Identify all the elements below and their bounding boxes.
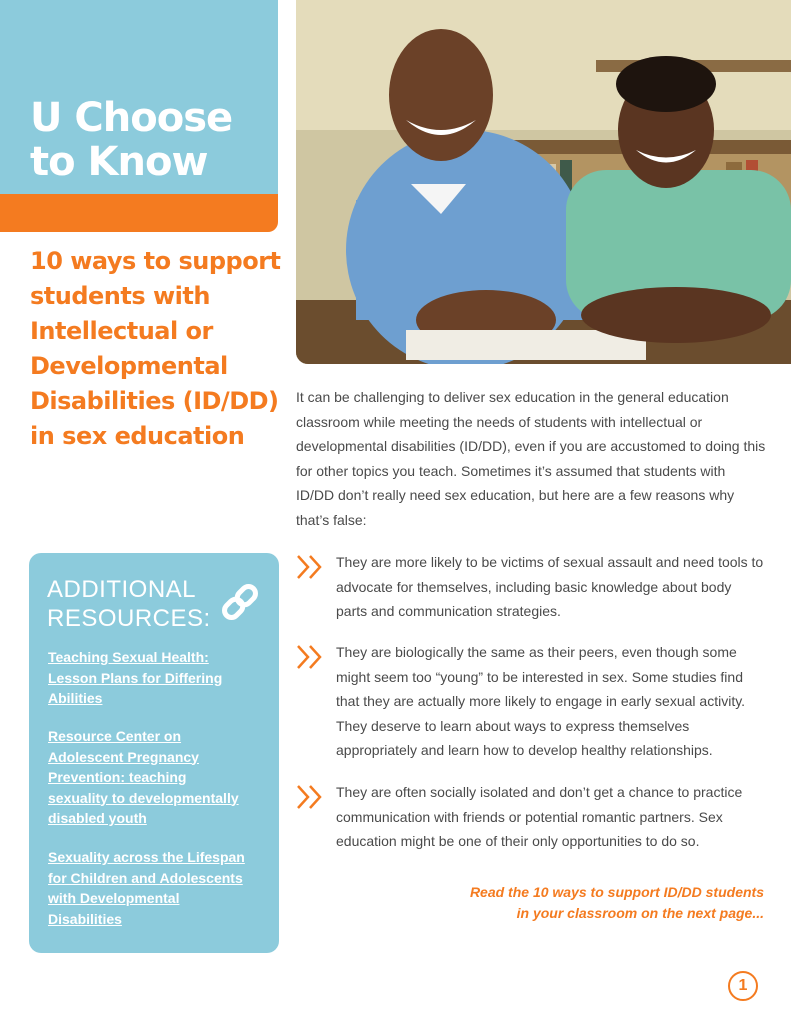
next-page-callout	[400, 882, 764, 924]
title-panel	[0, 0, 278, 194]
resources-heading-line-1: ADDITIONAL	[47, 576, 197, 603]
resources-heading	[47, 575, 217, 633]
reason-text: They are biologically the same as their peers, even though some might seem too “young” to be interested in sex. Some studies find that they are actually more likely to engage in early sexual activity. They deserve to learn about ways to express themselves appropriately and learn how to develop healthy relationships.	[336, 644, 746, 758]
link-line: Abilities	[48, 690, 103, 706]
link-line: Lesson Plans for Differing	[48, 669, 223, 686]
intro-paragraph: It can be challenging to deliver sex education in the general education classroom while meeting the needs of students with intellectual or developmental disabilities (ID/DD), even if you are accustomed to doing this for other topics you teach. Sometimes it’s assumed that students with ID/DD don’t really need sex education, but here are a few reasons why that’s false:	[296, 389, 766, 528]
link-line: for Children and Adolescents	[48, 869, 243, 886]
subtitle-line-1: 10 ways to support	[30, 247, 281, 275]
hero-photo	[296, 0, 791, 364]
page-subtitle	[30, 244, 280, 454]
link-line: Sexuality across the Lifespan	[48, 849, 245, 865]
additional-resources-panel	[29, 553, 279, 953]
subtitle-line-2: students with	[30, 282, 210, 310]
reason-text: They are more likely to be victims of sexual assault and need tools to advocate for themselves, including basic knowledge about body parts and communication strategies.	[336, 554, 764, 619]
link-line: Adolescent Pregnancy	[48, 748, 199, 765]
subtitle-line-5: Disabilities (ID/DD)	[30, 387, 279, 415]
title-line-2: to Know	[30, 139, 208, 185]
resources-heading-line-2: RESOURCES:	[47, 605, 211, 632]
link-line: Resource Center on	[48, 728, 182, 744]
link-line: disabled youth	[48, 810, 147, 826]
subtitle-line-3: Intellectual or	[30, 317, 213, 345]
page-title	[30, 96, 270, 184]
subtitle-line-6: in sex education	[30, 422, 245, 450]
link-line: Teaching Sexual Health:	[48, 649, 209, 665]
link-line: Disabilities	[48, 910, 122, 927]
link-line: sexuality to developmentally	[48, 789, 239, 806]
title-line-1: U Choose	[30, 95, 233, 141]
double-chevron-icon	[296, 554, 324, 580]
link-icon	[219, 581, 261, 623]
page-number: 1	[728, 971, 758, 1001]
double-chevron-icon	[296, 784, 324, 810]
double-chevron-icon	[296, 644, 324, 670]
resource-link-teaching-sexual-health[interactable]	[48, 647, 263, 709]
link-line: with Developmental	[48, 890, 180, 906]
reason-text: They are often socially isolated and don’t get a chance to practice communication with friends or potential romantic partners. Sex education might be one of their only opportunities to do so.	[336, 784, 743, 849]
photo-man-and-teen-icon	[296, 0, 791, 364]
orange-accent-bar	[0, 194, 278, 232]
resource-link-resource-center[interactable]	[48, 726, 263, 829]
resource-link-sexuality-across-lifespan[interactable]	[48, 847, 263, 929]
subtitle-line-4: Developmental	[30, 352, 228, 380]
link-line: Prevention: teaching	[48, 769, 187, 785]
next-page-line-2: in your classroom on the next page...	[516, 905, 764, 921]
next-page-line-1: Read the 10 ways to support ID/DD students	[469, 884, 764, 900]
